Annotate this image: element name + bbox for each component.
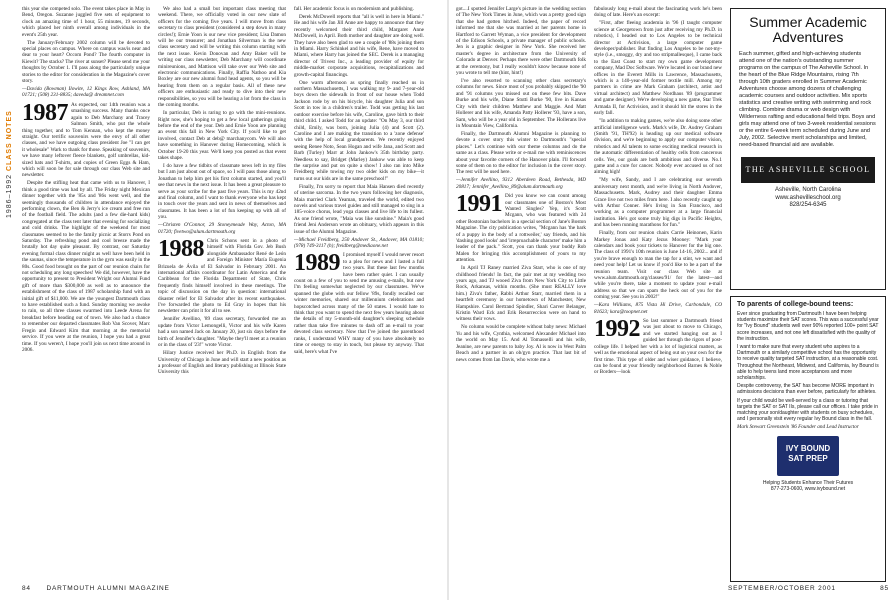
page-number: 84	[22, 585, 31, 592]
column-1	[22, 6, 150, 578]
section-title: CLASS NOTES	[6, 110, 13, 171]
paragraph: Did you know we can count among our classmates one of Boston's Most Wanted Singles? Yep, it's Scott Mcgann, who was featured with 24 other Bostonian bachelors in a special section of Jane's Boston Magazine. The city publication writes, "Mcgann has 'the bark of a puppy in the body of a rottweiler,' say friends, and his 'dashing good looks' and 'irreproachable character' make him a leader of the pack." Scott, you can thank your buddy Rob Malen for bringing this accomplishment of yours to my attention.	[456, 193, 586, 264]
section-years: 1986–1992	[6, 173, 13, 218]
ad-signature: Mark Stewart Greenstein '86 Founder and Lead Instructor	[737, 424, 859, 431]
issue-date: SEPTEMBER/OCTOBER 2001	[728, 585, 836, 592]
paragraph: As expected, our 14th reunion was a smashing success. Many thanks once again to Deb Marchany and Tracey Salmon Smith, who put the whole thing together, and to Tom Kennan, who kept the money straight. Our terrific souvenirs were the envy of all other classes, and we have outgoing class president Joe "I can get it wholesale" Wark to thank for those. Speaking of souvenirs, we have many leftover fleece blankets, golf umbrellas, kid-sized hats and T-shirts, and copies of Green Eggs & Ham, which will soon be for sale through our class Web site and newsletter.	[22, 101, 150, 179]
left-folio	[22, 585, 170, 592]
signature: —Kara Williams, 875 Vista Hi Drive, Carbondale, CO 81623; kara@toopnet.net	[594, 302, 722, 315]
ad-headline-line-2: Adventures	[772, 29, 844, 45]
ad-body	[737, 311, 879, 422]
signature: —Michael Freidberg, 250 Andover St., Andover, MA 01810; (978) 749-3117 (h); freidberg@mediaone.net	[294, 236, 424, 249]
paragraph: In particular, Deb is raring to go with the mini-reunions. Right now, she's hoping to get a few local gatherings going before the end of the year. Deb and Ernie Yoon are planning an event this fall in New York City. If you'd like to get involved, contact Deb at deb@ marchanycom. We will also have something in Hanover during Homecoming, which is October 19-20 this year. We'll keep you posted as that event takes shape.	[158, 110, 286, 161]
ad-contact-link[interactable]: 877-273-0600, www.ivybound.net	[770, 486, 846, 493]
ad-footer	[737, 480, 879, 492]
column-3	[294, 6, 424, 578]
paragraph: Finally, from our reunion chairs Carrie Heinonen, Karin Markey Jonas and Katy Jezus Mooney: "Mark your calendars and book your tickets to Hanover for the big one. The class of 1991's 10th reunion is June 14-16, 2002... and if you're brave enough to man the tap for a stint, we want and need your help! Let us know if you'd like to be a part of the reunion team. Visit our class Web site at www.alum.dartmouth.org/classes/91/ for the latest—and while you're there, take a moment to update your e-mail address so that we can spam the heck out of you for the coming year. See you in 2002!"	[594, 230, 722, 301]
paragraph: "My wife, Sandy, and I are celebrating our seventh anniversary next month, and we're living in North Andover, Massachusetts. Mark, Audrey and their daughter Emma Grace live not two miles from here. I also recently caught up with Arthur Conner. He's living in San Francisco, and working as a computer programmer at a large financial institution. He's got some truly big digs in Pacific Heights, and has been running marathons for fun."	[594, 177, 722, 229]
page-number: 85	[880, 585, 889, 592]
paragraph: In April TJ Raney married Ziva Starr, who is one of my childhood friends! In fact, the pair met at my wedding two years ago, and TJ wooed Ziva from New York City to Little Rock, Arkansas, within months. (She must REALLY love him.) Ziva's father, Rabbi Arthur Starr, married them in a heartfelt ceremony in our hometown of Manchester, New Hampshire. Carol Bertrand Spindler, Shari Carver Belanger, Kristin Ward Eck and Erik Resurreccion were on hand to witness their vows.	[456, 265, 586, 323]
paragraph: I do have a few tidbits of classmate news left in my files but I am just about out of space, so I will pass those along to Jonathan to help him get his first column started, and you'll see that news in the next issue. It has been a great pleasure to serve as your scribe for the past five years. This is my 42nd and final column, and I want to thank everyone who has kept in touch over the years and sent in news of themselves and classmates. It has been a lot of fun keeping up with all of you.	[158, 162, 286, 221]
class-year-heading: 1987	[22, 99, 68, 126]
paragraph: Derek McDowell reports that "all is well in here in Miami." He and his wife Jan Jill Anne are happy to announce that they recently welcomed their third child, Margaret Anne McDowell, in April. Both mother and daughter are doing well. They have also been glad to see a couple of '88s joining them in Miami. Harry Schinkel and his wife, Rene, have moved to Miami, where Harry has joined the SEC. Derek is a managing director of Trivest Inc., a leading provider of equity for middle-market corporate acquisitions, recapitalizations and growth-capital financings.	[294, 14, 424, 78]
ad-phone: 828/254-6345	[789, 202, 827, 208]
column-4	[456, 6, 586, 578]
ad-city: Asheville, North Carolina	[774, 187, 842, 193]
column-5	[594, 6, 722, 578]
paragraph: No column would be complete without baby news: Michael Yu and his wife, Cynthia, welcomed Alexander Michael into the world on May 15. And Al Tomasselli and his wife, Jeanine, are new parents to baby Joy. Al is now in West Palm Beach and a partner in an ob/gyn practice. That last bit of news comes from Ian Davis, who wrote me a	[456, 324, 586, 363]
paragraph: Hilary Justice received her Ph.D. in English from the University of Chicago in June and will start a new position as a professor of English and literary publishing at Illinois State University this	[158, 350, 286, 376]
ad-paragraph: Despite controversy, the SAT has become MORE important in admissions decisions than ever before, particularly for athletes.	[737, 383, 877, 396]
ad-contact	[731, 187, 885, 210]
signature: —Christen O'Connor, 29 Stoneymeade Way, Acton, MA 01720; fivetwo@alum.dartmouth.org	[158, 222, 286, 235]
paragraph: "In addition to making games, we're also doing some other artificial intelligence work. Mark's wife, Dr. Audrey Graham (Smith '91, TH'92) is heading up our medical software division, and we're beginning to apply our computer vision, robotics and AI talents to some exciting medical research in the automatic differentiation of healthy cells from cancerous cells. Yes, our goals are both ambitious and diverse. No.1 game and a cure for cancer. Nobody ever accused us of not aiming high!	[594, 118, 722, 176]
ad-paragraph: If your child would be well-served by a class or tutoring that targets the SAT or SAT IIs, please call our offices. I take pride in matching your son/daughter with students on busy schedules, and I personally visit every regular Ivy Bound class in the fall.	[737, 397, 878, 423]
class-year-heading: 1991	[456, 191, 502, 218]
paragraph: So last summer a Dartmouth friend was just about to move to Chicago, and we started hanging out as I guided her through the rigors of post-college life. I helped her with a lot of logistical matters, as well as the emotional aspect of being out on your own for the first time. This type of older and wiser guidance, I believe, can be found at your friendly neighborhood Barnes & Noble or Borders—look	[594, 318, 722, 376]
ad-headline: To parents of college-bound teens:	[737, 301, 854, 308]
paragraph: fall. Her academic focus is on modernism and publishing.	[294, 6, 414, 12]
paragraph: Despite the stifling heat that came with us to Hanover, I think a good time was had by all. The Friday night Mexican dinner together with the '85s and '86s went well, and the seemingly thousands of children in attendance enjoyed the performing clown, the Ben & Jerry's ice cream and free run of the football field. The adults (and a few die-hard kids) congregated at the class tent later that evening for socializing and cold drinks. The highlight of the weekend for most classmates seemed to be the family picnic at Storrs Pond on Saturday. The refreshing pond and cool breeze made the brutally hot day quite pleasant. By contrast, our Saturday evening formal class dinner might as well have been held in the saunas, since the temperature in the gym was easily in the 80s. Good food brought on the part of our reunion chairs for not scheduling any long speeches! We did, however, have the opportunity to present to President Wright our Alumni Fund gift of more than $300,000 as well as to announce the establishment of the class of 1987 scholarship fund with an initial gift of $11,000. We are the youngest Dartmouth class to have established such a fund. Sunday morning we awoke to rain, so all three classes swarmed into Leede Arena for breakfast before heading out of town. We also had a chance to remember our departed classmates Rob Van Scover, Marc Fregin and Edward Kim that morning at the memorial service. If you were at the reunion, I hope you had a great time. If you weren't, I hope you'll join us next time around in 2006.	[22, 180, 150, 353]
gutter	[447, 0, 449, 600]
class-year-heading: 1992	[594, 316, 640, 343]
paragraph: Finally, I'm sorry to report that Maia Hansen died recently of uterine sarcoma. In the two years following her diagnosis, Maia married Clark Yeaman, traveled the world, edited two novels and various travel guides and still managed to sing in a 185-voice chorus, lead yoga classes and live life to its fullest. As one friend wrote, "Maia was like sunshine." Maia's good friend Jeni Anderson wrote an obituary, which appears in this issue of the Alumni Magazine.	[294, 183, 424, 235]
ad-headline	[731, 9, 885, 49]
school-logo: THE ASHEVILLE SCHOOL	[741, 157, 875, 183]
class-year-heading: 1988	[158, 236, 204, 262]
paragraph: One warm afternoon as spring finally reached us in northern Massachusetts, I was walking my 9- and 7-year-old boys down the sidewalk in front of our house when Todd Jackson rode by on his bicycle, his daughter Julia and son Scott in tow in a children's trailer. Todd was getting his last outdoor exercise before his wife, Caroline, gave birth to their third child. I asked Todd for an update: "On May 3, our third child, Emily, was born, joining Julia (4) and Scott (2). Caroline and I are making the transition to a 'zone defense' with the help of local grandparents. We recently enjoyed seeing Renee Noto, Sean Hogan and wife Jana, and Scott and Barb (Turley) Marr at John Jankow's 35th birthday party. Needless to say, Bridget (Marley) Jankow was able to keep the surprise and put on quite a show! I also ran into Mike Freidberg while towing my two older kids on my bike—it turns out our kids are in the same preschool!"	[294, 79, 424, 182]
paragraph: fabulously long e-mail about the fascinating work he's been doing of late. Here's an excerpt:	[594, 6, 722, 19]
ad-paragraph: I want to make sure that every student who aspires to a Dartmouth or a similarly competitive school has the opportunity to receive quality targeted SAT instruction, at a reasonable cost. Throughout the Northeast, Midwest, and California, Ivy Bound is able to help teens land more acceptances and more scholarships.	[737, 344, 879, 382]
ad-headline-line-1: Summer Academic	[749, 14, 867, 30]
badge-line-1: IVY BOUND	[785, 444, 831, 454]
paragraph: We also had a small but important class meeting that weekend. There, we officially voted in our new slate of officers for the coming five years. I will move from class secretary to class president (considered a step down in many circles!); Ernie Yoon is our new vice president; Lisa Damon will be our treasurer; and Jonathan Silverman is the new class secretary and will be writing this column starting with the next issue. Kevin Donovan and Amy Baker will be writing our class newsletter, Deb Marchany will coordinate minireunions, and Mattison will take over our Web site and electronic communications. Finally, Raffia Nathoo and Kia Boxley are our new alumni fund head agents, so you will be hearing from them on a regular basis. All of these new officers are enthusiastic and ready to dive into their new responsibilities, so you will be hearing a lot from the class in the coming months.	[158, 6, 286, 109]
badge-line-2: SAT PREP	[788, 454, 828, 464]
ivy-bound-logo	[777, 436, 839, 476]
paragraph: I promised myself I would never resort to a plea for news and I lasted a full two years. But these last few months have been rather quiet. I can usually count on a few of you to send me amusing e-mails, but now I'm feeling somewhat neglected by our classmates. We've spanned the globe with our fellow '89s, fondly recalled our winter memories, shared our millennium celebrations and hopscotched across many of the 50 states. I would hate to think that you want to spend the next few years hearing about the details of my 5-month-old daughter's sleeping schedule rather than take five minutes to dash off an e-mail to your devoted class secretary. Now that I've joined the parenthood ranks, I understand WHY many of you have absolutely no time or energy to stay in touch, but please try anyway. That said, here's what I've	[294, 252, 424, 355]
paragraph: "First, after fleeing academia in '96 (I taught computer science at Georgetown from just after receiving my Ph.D. in robotics), I headed out to Los Angeles to be technical director at Activision, a large computer game developer/publisher. But finding Los Angeles to be not-my-style (i.e., smoggy, dry and too stripmallesque), I came back to the East Coast to start my own game development company, Mad Doc Software. We're located in our brand new offices in the Everett Mills in Lawrence, Massachusetts, which is a 140-year-old former textile mill. Among my partners in crime are Mark Graham (architect, artist and virtual architect) and Matthew Nordhaus '89 (programmer and game designer). We're developing a new game, Star Trek Armada II, for Activision, and it should hit the stores in the early fall.	[594, 20, 722, 117]
paragraph: got....I spotted Jennifer Large's picture in the wedding section of The New York Times in June, which was a pretty good sign that she had gotten hitched. Indeed, the paper of record informed me that she was married at her parents home in Hartford to Garrett Wyman, a vice president for development of the Edison Schools, a private manager of public schools. Jen is a graphic designer in New York. She received her master's degree in architecture from the University of Colorado at Denver. Perhaps there were other Dartmouth folk at the ceremony, but I really wouldn't know because none of you wrote to tell me (hint, hint!)	[456, 6, 586, 77]
signature: —Davida (Bowman) Ilowite, 12 Kings Row, Ashland, MA 01721; (508) 231-8835; daveda@ dreamnet.com	[22, 86, 150, 99]
ad-summer-academic-adventures	[730, 8, 886, 290]
ad-web-link[interactable]: www.ashevilleschool.org	[775, 194, 841, 201]
right-folio	[728, 585, 889, 592]
paragraph: this year she competed solo. The event takes place in May in Bend, Oregon. Suzanne juggled five sets of equipment to clock an amazing time of 1 hour, 55 minutes, 19 seconds, which placed her ninth overall among individuals in the event's 25th year.	[22, 6, 150, 38]
column-2	[158, 6, 286, 578]
magazine-name: DARTMOUTH ALUMNI MAGAZINE	[46, 585, 170, 592]
ad-tagline: Helping Students Enhance Their Futures	[762, 480, 854, 487]
ad-ivy-bound	[730, 296, 886, 582]
paragraph: Chris Schons sent in a photo of himself with Florida Gov. Jeb Bush alongside Ambassador René de León and Foreign Minister María Eugenia Brizuela de Ávila of El Salvador in February 2001. An international affairs coordinator for Latin America and the Caribbean for the Florida Department of State, Chris frequently finds himself involved in these meetings. The topic of discussion on the day in question: international disaster relief for El Salvador after its recent earthquakes. I've forwarded the photo to Ed Gray in hopes that his newsletter can print it for all to see.	[158, 238, 286, 315]
paragraph: Jennifer Avellino, '89 class secretary, forwarded me an update from Victor Lemongelli, Victor and his wife Karen had a son named Jack on January 20, just six days before the birth of Jennifer's daughter. "Maybe they'll meet at a reunion or in the class of '23!" wrote Victor.	[158, 316, 286, 349]
ad-paragraph: Ever since graduating from Dartmouth I have been helping students maximize their SAT scores. This was a successful year for "Ivy Bound" students well over 90% reported 100+ point SAT score increases, and not one left dissatisfied with the quality of the instruction.	[737, 311, 879, 342]
class-year-heading: 1989	[294, 250, 340, 277]
ad-body: Each summer, gifted and high-achieving students attend one of the nation's outstanding summer programs on the campus of The Asheville School. In the heart of the Blue Ridge Mountains, rising 7th through 10th graders enrolled in Summer Academic Adventures choose among dozens of challenging academic courses and outdoor activities. Mix sports statistics and creative writing with swimming and rock climbing. Combine drama or web design with Wilderness rafting and educational field trips. Boys and girls may attend one of two 3-week residential sessions or the entire 6-week term scheduled during June and July, 2002. Selective merit scholarships and limited, need-based financial aid are available.	[739, 51, 876, 148]
paragraph: Finally, the Dartmouth Alumni Magazine is planning to devote a cover story this winter to Dartmouth's "special places." Let's continue with our theme columns and do the same as a class. Please write or e-mail me with reminiscences about your favorite corners of the Hanover plain. I'll forward some of them on to the editor for inclusion in the cover story. The rest will be used here.	[456, 130, 586, 176]
signature: —Jennifer Avellino, 9312 Aberdeen Road, Bethesda, MD 20817; Jennifer_Avellino_89@alum.dartmouth.org	[456, 177, 586, 190]
paragraph: The January/February 2002 column will be devoted to special places on campus. Where on campus was/is near and dear to your heart? Occom Pond? The fourth computer in Kiewit? The stacks? The river at sunset? Please send me your thoughts by October 1. I'll pass along the particularly unique stories to the editor for consideration in the Magazine's cover story.	[22, 39, 150, 85]
paragraph: I've also resorted to scanning other class secretary's columns for news. Since most of you probably skipped the '90 and '91 columns you missed out on these few bits. Dave Burke and his wife, Diane Stutti Burke '90, live in Kansas City with their children Matthew and Maggie. And Matt Hollerer and his wife, Amanda Patty Hollerer '93, have a son, Sam, who will be a year old in September. The Hollerans live in Mountain View, California.	[456, 78, 586, 129]
section-label	[6, 18, 18, 218]
